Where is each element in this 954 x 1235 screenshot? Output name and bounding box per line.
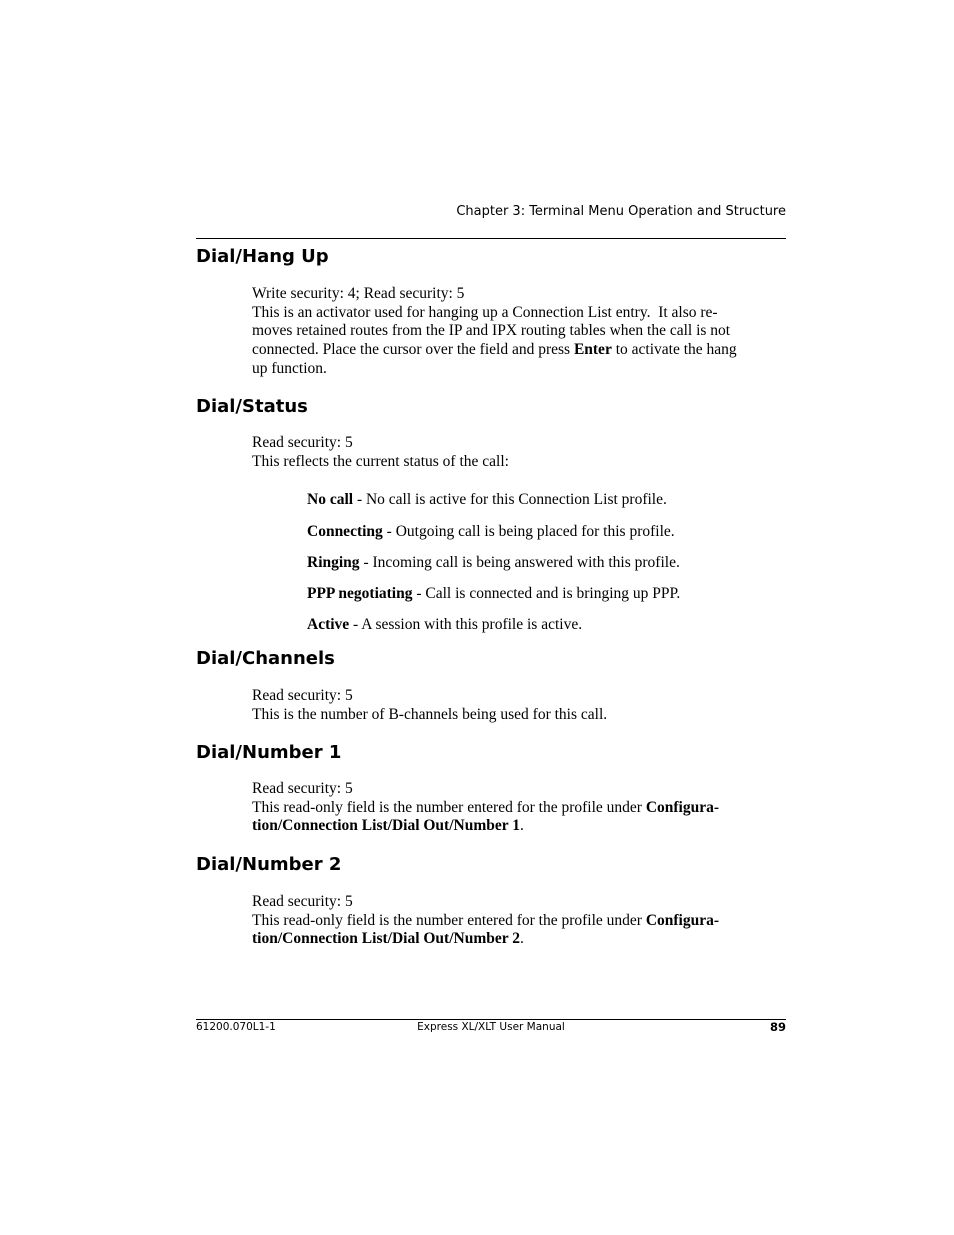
status-term: Ringing [307,554,360,571]
status-item-active [307,615,786,634]
number1-desc-pre: This read-only field is the number entered for the profile under [252,798,646,816]
section-dial-hang-up-body [252,285,786,379]
number1-menu-path-part-2: tion/Connection List/Dial Out/Number 1 [252,817,520,835]
status-term: Active [307,616,350,633]
footer-page-number: 89 [769,1020,786,1034]
status-security: Read security: 5 [252,434,353,451]
hang-up-desc-line-1: This is an activator used for hanging up a Connection List entry. It also re- [252,303,718,321]
channels-security: Read security: 5 [252,687,353,704]
section-dial-channels-body [252,687,786,724]
hang-up-desc-line-3-post: to activate the hang [611,341,737,359]
status-item-connecting [307,522,786,541]
number1-menu-path-part-1: Configura- [645,798,720,816]
status-text: - Outgoing call is being placed for this profile. [382,523,675,540]
status-desc: This reflects the current status of the call: [252,452,509,470]
number2-menu-path-part-2: tion/Connection List/Dial Out/Number 2 [252,930,520,948]
heading-dial-hang-up: Dial/Hang Up [196,246,329,267]
status-term: No call [307,491,354,508]
status-item-ringing [307,553,786,572]
status-text: - Call is connected and is bringing up PPP. [412,585,681,602]
heading-dial-channels: Dial/Channels [196,648,335,669]
status-item-no-call [307,490,786,509]
status-term: Connecting [307,523,383,540]
number2-menu-path-part-1: Configura- [645,911,720,929]
section-dial-number-2-body [252,893,786,949]
hang-up-desc-line-4: up function. [252,359,327,377]
heading-dial-number-2: Dial/Number 2 [196,854,342,875]
running-head: Chapter 3: Terminal Menu Operation and Structure [456,204,786,219]
section-dial-status-body [252,434,786,471]
status-item-ppp-negotiating [307,584,786,603]
number2-desc-pre: This read-only field is the number entered for the profile under [252,911,646,929]
number2-security: Read security: 5 [252,893,353,910]
status-text: - No call is active for this Connection List profile. [353,491,667,508]
enter-key-label: Enter [573,341,612,359]
channels-desc: This is the number of B-channels being used for this call. [252,705,608,723]
number2-desc-line-2 [252,930,786,949]
footer-manual-title: Express XL/XLT User Manual [417,1021,565,1033]
number1-desc-post: . [519,817,524,835]
hang-up-desc-line-3-pre: connected. Place the cursor over the field and press [252,341,574,359]
number2-desc-line-1 [252,912,786,931]
header-rule [196,238,786,239]
hang-up-security: Write security: 4; Read security: 5 [252,285,465,302]
number1-security: Read security: 5 [252,780,353,797]
status-text: - Incoming call is being answered with this profile. [359,554,680,571]
number2-desc-post: . [519,930,524,948]
status-term: PPP negotiating [307,585,413,602]
section-dial-number-1-body [252,780,786,836]
number1-desc-line-1 [252,799,786,818]
hang-up-desc-line-2: moves retained routes from the IP and IPX routing tables when the call is not [252,322,731,340]
hang-up-desc-line-3 [252,341,786,360]
status-text: - A session with this profile is active. [349,616,583,633]
heading-dial-number-1: Dial/Number 1 [196,742,342,763]
footer-doc-number: 61200.070L1-1 [196,1021,276,1033]
number1-desc-line-2 [252,817,786,836]
heading-dial-status: Dial/Status [196,396,308,417]
